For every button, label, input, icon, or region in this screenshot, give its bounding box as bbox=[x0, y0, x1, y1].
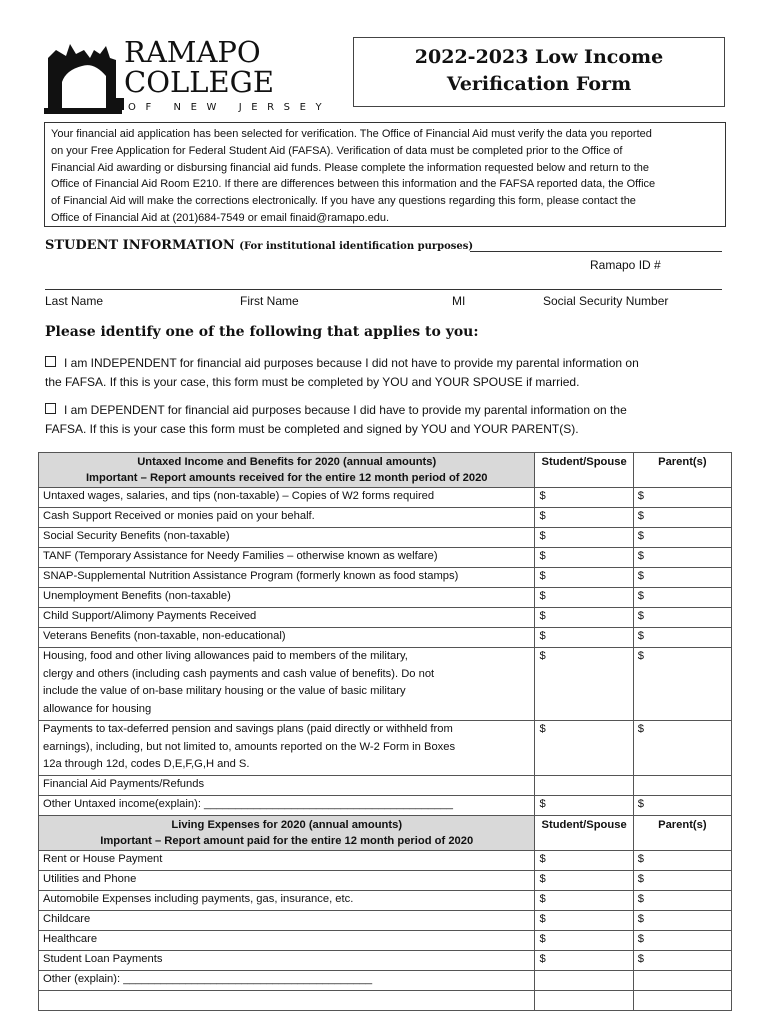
student-amount[interactable]: $ bbox=[535, 528, 633, 548]
row-label: TANF (Temporary Assistance for Needy Families – otherwise known as welfare) bbox=[39, 548, 535, 568]
parent-amount[interactable]: $ bbox=[633, 568, 731, 588]
row-label: Automobile Expenses including payments, gas, insurance, etc. bbox=[39, 891, 535, 911]
parent-amount[interactable]: $ bbox=[633, 951, 731, 971]
ramapo-id-field[interactable] bbox=[470, 251, 722, 252]
intro-paragraph bbox=[44, 122, 726, 227]
blank-cell[interactable] bbox=[39, 991, 535, 1011]
table-row bbox=[39, 528, 732, 548]
logo-line2: COLLEGE bbox=[124, 65, 274, 99]
independent-line2: the FAFSA. If this is your case, this form must be completed by YOU and YOUR SPOUSE if married. bbox=[45, 375, 580, 389]
parent-amount[interactable]: $ bbox=[633, 528, 731, 548]
intro-line: Office of Financial Aid Room E210. If there are differences between this information and the FAFSA reported data, the Office bbox=[51, 178, 656, 191]
last-name-label: Last Name bbox=[45, 294, 104, 308]
other-untaxed-label[interactable]: Other Untaxed income(explain): ________________________________________ bbox=[39, 796, 535, 816]
identify-heading: Please identify one of the following that applies to you: bbox=[45, 324, 479, 340]
parent-amount[interactable]: $ bbox=[633, 891, 731, 911]
blank-cell[interactable] bbox=[633, 991, 731, 1011]
student-amount[interactable]: $ bbox=[535, 488, 633, 508]
ssn-label: Social Security Number bbox=[543, 294, 669, 308]
intro-line: on your Free Application for Federal Student Aid (FAFSA). Verification of data must be completed prior to the Office of bbox=[51, 144, 623, 157]
parent-amount[interactable] bbox=[633, 971, 731, 991]
table-row bbox=[39, 548, 732, 568]
row-label: Childcare bbox=[39, 911, 535, 931]
table-row bbox=[39, 971, 732, 991]
mi-label: MI bbox=[452, 294, 466, 308]
income-expenses-table bbox=[38, 452, 732, 1011]
dependent-line2: FAFSA. If this is your case this form must be completed and signed by YOU and YOUR PARENT(S). bbox=[45, 422, 579, 436]
pension-label bbox=[39, 721, 535, 776]
parent-amount[interactable]: $ bbox=[633, 648, 731, 721]
table-row-housing bbox=[39, 648, 732, 721]
parent-amount[interactable]: $ bbox=[633, 871, 731, 891]
parent-amount[interactable]: $ bbox=[633, 508, 731, 528]
col-student-spouse-2: Student/Spouse bbox=[535, 816, 633, 851]
parent-amount[interactable]: $ bbox=[633, 628, 731, 648]
student-amount[interactable]: $ bbox=[535, 931, 633, 951]
table-row bbox=[39, 508, 732, 528]
parent-amount[interactable] bbox=[633, 776, 731, 796]
logo-line1: RAMAPO bbox=[124, 35, 261, 69]
student-amount[interactable]: $ bbox=[535, 608, 633, 628]
student-amount[interactable]: $ bbox=[535, 911, 633, 931]
student-amount[interactable]: $ bbox=[535, 588, 633, 608]
living-header-row bbox=[39, 816, 732, 851]
independent-option bbox=[45, 354, 745, 392]
table-row bbox=[39, 796, 732, 816]
living-header-line2: Important – Report amount paid for the entire 12 month period of 2020 bbox=[100, 835, 474, 847]
ramapo-college-logo bbox=[44, 35, 325, 116]
table-row bbox=[39, 488, 732, 508]
parent-amount[interactable]: $ bbox=[633, 851, 731, 871]
table-row bbox=[39, 851, 732, 871]
col-parents: Parent(s) bbox=[633, 453, 731, 488]
independent-line1: I am INDEPENDENT for financial aid purposes because I did not have to provide my parental information on bbox=[64, 356, 639, 370]
student-amount[interactable] bbox=[535, 776, 633, 796]
parent-amount[interactable]: $ bbox=[633, 911, 731, 931]
student-amount[interactable]: $ bbox=[535, 891, 633, 911]
housing-line: clergy and others (including cash payments and cash value of benefits). Do not bbox=[43, 667, 435, 680]
table-row bbox=[39, 951, 732, 971]
student-amount[interactable] bbox=[535, 971, 633, 991]
row-label: SNAP-Supplemental Nutrition Assistance Program (formerly known as food stamps) bbox=[39, 568, 535, 588]
income-header-line2: Important – Report amounts received for the entire 12 month period of 2020 bbox=[85, 472, 488, 484]
intro-line: Financial Aid awarding or disbursing financial aid funds. Please complete the information requested below and return to the bbox=[51, 161, 650, 174]
intro-line: Your financial aid application has been selected for verification. The Office of Financial Aid must verify the data you reported bbox=[51, 128, 652, 140]
parent-amount[interactable]: $ bbox=[633, 796, 731, 816]
ramapo-id-label: Ramapo ID # bbox=[590, 258, 661, 272]
logo-line3: O F N E W J E R S E Y bbox=[128, 102, 325, 113]
table-row-blank bbox=[39, 991, 732, 1011]
table-row bbox=[39, 628, 732, 648]
col-parents-2: Parent(s) bbox=[633, 816, 731, 851]
student-amount[interactable]: $ bbox=[535, 851, 633, 871]
table-row-pension bbox=[39, 721, 732, 776]
housing-label bbox=[39, 648, 535, 721]
table-row bbox=[39, 891, 732, 911]
archway-icon bbox=[44, 44, 122, 114]
row-label: Unemployment Benefits (non-taxable) bbox=[39, 588, 535, 608]
col-student-spouse: Student/Spouse bbox=[535, 453, 633, 488]
form-title bbox=[353, 37, 725, 107]
row-label: Utilities and Phone bbox=[39, 871, 535, 891]
row-label: Veterans Benefits (non-taxable, non-educational) bbox=[39, 628, 535, 648]
table-row bbox=[39, 568, 732, 588]
table-row bbox=[39, 931, 732, 951]
student-amount[interactable]: $ bbox=[535, 568, 633, 588]
row-label: Student Loan Payments bbox=[39, 951, 535, 971]
income-header-row bbox=[39, 453, 732, 488]
row-label: Child Support/Alimony Payments Received bbox=[39, 608, 535, 628]
row-label: Healthcare bbox=[39, 931, 535, 951]
row-label: Social Security Benefits (non-taxable) bbox=[39, 528, 535, 548]
intro-line: of Financial Aid will make the corrections electronically. If you have any questions regarding this form, please contact the bbox=[51, 195, 636, 208]
dependent-option bbox=[45, 401, 745, 439]
row-label: Rent or House Payment bbox=[39, 851, 535, 871]
student-amount[interactable]: $ bbox=[535, 871, 633, 891]
student-amount[interactable]: $ bbox=[535, 648, 633, 721]
dependent-checkbox[interactable] bbox=[45, 403, 56, 414]
student-amount[interactable]: $ bbox=[535, 508, 633, 528]
name-field-line[interactable] bbox=[45, 289, 722, 290]
income-header-line1: Untaxed Income and Benefits for 2020 (annual amounts) bbox=[137, 456, 437, 468]
housing-line: include the value of on-base military housing or the value of basic military bbox=[43, 685, 406, 698]
row-label: Financial Aid Payments/Refunds bbox=[39, 776, 535, 796]
student-info-subtitle: (For institutional identification purposes) bbox=[239, 241, 474, 252]
parent-amount[interactable]: $ bbox=[633, 721, 731, 776]
form-title-line1: 2022-2023 Low Income bbox=[414, 46, 664, 68]
pension-line: earnings), including, but not limited to, amounts reported on the W-2 Form in Boxes bbox=[43, 740, 456, 753]
student-amount[interactable]: $ bbox=[535, 951, 633, 971]
pension-line: Payments to tax-deferred pension and savings plans (paid directly or withheld from bbox=[43, 723, 453, 735]
table-row bbox=[39, 608, 732, 628]
living-header-line1: Living Expenses for 2020 (annual amounts) bbox=[171, 819, 403, 831]
student-amount[interactable]: $ bbox=[535, 628, 633, 648]
table-row bbox=[39, 776, 732, 796]
parent-amount[interactable]: $ bbox=[633, 488, 731, 508]
student-amount[interactable]: $ bbox=[535, 796, 633, 816]
form-title-line2: Verification Form bbox=[446, 73, 632, 95]
dependent-line1: I am DEPENDENT for financial aid purposes because I did have to provide my parental information on the bbox=[64, 403, 627, 417]
table-row bbox=[39, 911, 732, 931]
row-label: Cash Support Received or monies paid on your behalf. bbox=[39, 508, 535, 528]
other-expense-label[interactable]: Other (explain): ________________________________________ bbox=[39, 971, 535, 991]
first-name-label: First Name bbox=[240, 294, 299, 308]
student-amount[interactable]: $ bbox=[535, 721, 633, 776]
parent-amount[interactable]: $ bbox=[633, 931, 731, 951]
student-amount[interactable]: $ bbox=[535, 548, 633, 568]
row-label: Untaxed wages, salaries, and tips (non-taxable) – Copies of W2 forms required bbox=[39, 488, 535, 508]
table-row bbox=[39, 871, 732, 891]
blank-cell[interactable] bbox=[535, 991, 633, 1011]
parent-amount[interactable]: $ bbox=[633, 548, 731, 568]
housing-line: allowance for housing bbox=[43, 702, 152, 715]
pension-line: 12a through 12d, codes D,E,F,G,H and S. bbox=[43, 758, 250, 771]
housing-line: Housing, food and other living allowances paid to members of the military, bbox=[43, 650, 408, 662]
student-info-title: STUDENT INFORMATION bbox=[45, 238, 235, 253]
intro-line: Office of Financial Aid at (201)684-7549 or email finaid@ramapo.edu. bbox=[51, 211, 390, 224]
parent-amount[interactable]: $ bbox=[633, 588, 731, 608]
table-row bbox=[39, 588, 732, 608]
independent-checkbox[interactable] bbox=[45, 356, 56, 367]
parent-amount[interactable]: $ bbox=[633, 608, 731, 628]
